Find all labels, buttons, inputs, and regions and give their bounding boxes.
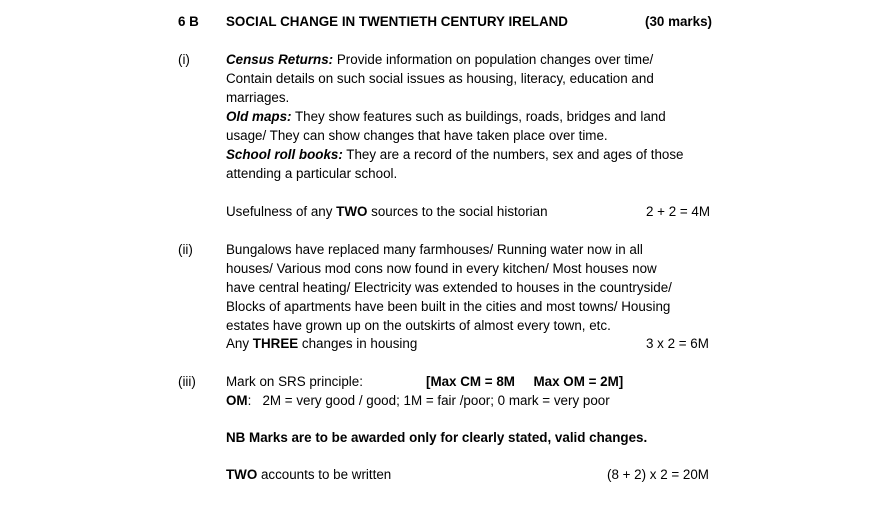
school-roll-term: School roll books: bbox=[226, 147, 343, 162]
maps-line-2: usage/ They can show changes that have taken place over time. bbox=[226, 128, 608, 143]
old-maps-term: Old maps: bbox=[226, 109, 292, 124]
two-accounts-line bbox=[226, 465, 391, 484]
housing-line-4: Blocks of apartments have been built in the cities and most towns/ Housing bbox=[226, 299, 671, 314]
any-bold: THREE bbox=[252, 336, 299, 351]
nb-note: NB Marks are to be awarded only for clearly stated, valid changes. bbox=[226, 430, 648, 445]
usefulness-pre: Usefulness of any bbox=[226, 204, 337, 219]
part-iii-marks: (8 + 2) x 2 = 20M bbox=[607, 467, 709, 482]
two-post: accounts to be written bbox=[257, 467, 392, 482]
part-i-label: (i) bbox=[178, 52, 190, 67]
census-line-1 bbox=[226, 50, 653, 69]
any-post: changes in housing bbox=[298, 336, 418, 351]
om-label: OM bbox=[226, 393, 248, 408]
any-pre: Any bbox=[226, 336, 253, 351]
part-i-marks: 2 + 2 = 4M bbox=[646, 204, 711, 219]
srs-principle: Mark on SRS principle: bbox=[226, 374, 363, 389]
housing-line-2: houses/ Various mod cons now found in every kitchen/ Most houses now bbox=[226, 261, 657, 276]
roll-text-1: They are a record of the numbers, sex and ages of those bbox=[342, 147, 684, 162]
usefulness-post: sources to the social historian bbox=[367, 204, 548, 219]
census-text-1: Provide information on population changes over time/ bbox=[333, 52, 654, 67]
question-title: SOCIAL CHANGE IN TWENTIETH CENTURY IRELAND bbox=[226, 14, 568, 29]
usefulness-bold: TWO bbox=[336, 204, 368, 219]
housing-line-3: have central heating/ Electricity was extended to houses in the countryside/ bbox=[226, 280, 672, 295]
roll-line-2: attending a particular school. bbox=[226, 166, 398, 181]
housing-line-1: Bungalows have replaced many farmhouses/ Running water now in all bbox=[226, 242, 643, 257]
two-bold: TWO bbox=[226, 467, 258, 482]
usefulness-line bbox=[226, 202, 548, 221]
census-returns-term: Census Returns: bbox=[226, 52, 334, 67]
om-line bbox=[226, 391, 610, 410]
census-line-3: marriages. bbox=[226, 90, 290, 105]
housing-line-5: estates have grown up on the outskirts of almost every town, etc. bbox=[226, 318, 611, 333]
om-text: : 2M = very good / good; 1M = fair /poor; 0 mark = very poor bbox=[247, 393, 610, 408]
maps-text-1: They show features such as buildings, roads, bridges and land bbox=[291, 109, 666, 124]
roll-line-1 bbox=[226, 145, 683, 164]
any-three-line bbox=[226, 334, 417, 353]
part-ii-label: (ii) bbox=[178, 242, 193, 257]
max-marks: [Max CM = 8M Max OM = 2M] bbox=[426, 374, 624, 389]
maps-line-1 bbox=[226, 107, 666, 126]
question-number: 6 B bbox=[178, 14, 199, 29]
question-total-marks: (30 marks) bbox=[645, 14, 712, 29]
part-ii-marks: 3 x 2 = 6M bbox=[646, 336, 709, 351]
part-iii-label: (iii) bbox=[178, 374, 196, 389]
census-line-2: Contain details on such social issues as housing, literacy, education and bbox=[226, 71, 654, 86]
